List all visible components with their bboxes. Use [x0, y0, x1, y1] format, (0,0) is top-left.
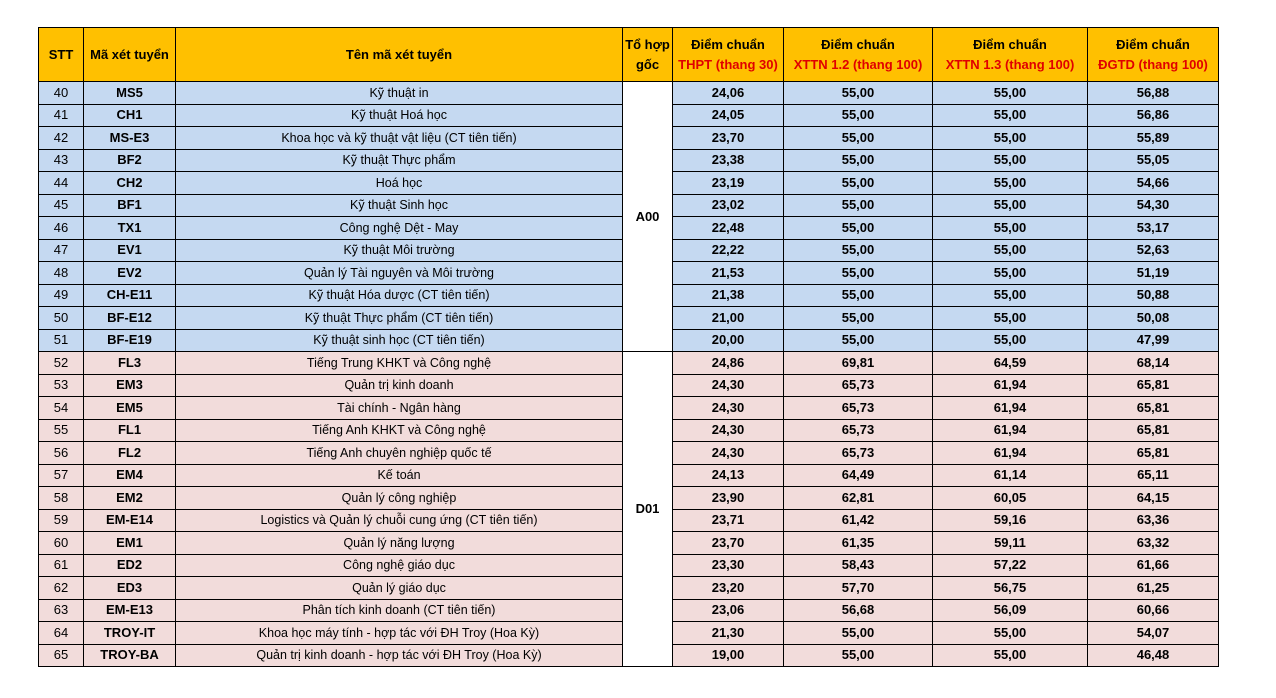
cell-ten: Kế toán	[176, 464, 623, 487]
cell-stt: 55	[39, 419, 84, 442]
cell-thpt: 23,30	[673, 554, 784, 577]
cell-ma: EM4	[84, 464, 176, 487]
cell-xttn13: 55,00	[933, 217, 1088, 240]
cell-ten: Công nghệ giáo dục	[176, 554, 623, 577]
cell-stt: 40	[39, 82, 84, 105]
cell-xttn12: 55,00	[784, 644, 933, 667]
cell-ma: ED2	[84, 554, 176, 577]
cell-stt: 63	[39, 599, 84, 622]
cell-xttn12: 65,73	[784, 374, 933, 397]
cell-ten: Tiếng Anh chuyên nghiệp quốc tế	[176, 442, 623, 465]
cell-xttn12: 62,81	[784, 487, 933, 510]
cell-xttn12: 55,00	[784, 284, 933, 307]
cell-xttn13: 55,00	[933, 284, 1088, 307]
cell-thpt: 23,38	[673, 149, 784, 172]
header-dgtd-sub: ĐGTD (thang 100)	[1098, 56, 1208, 72]
cell-xttn12: 65,73	[784, 419, 933, 442]
cell-stt: 51	[39, 329, 84, 352]
cell-thpt: 24,30	[673, 374, 784, 397]
cell-ten: Hoá học	[176, 172, 623, 195]
cell-thpt: 22,22	[673, 239, 784, 262]
cell-ten: Quản lý Tài nguyên và Môi trường	[176, 262, 623, 285]
cell-stt: 49	[39, 284, 84, 307]
cell-stt: 56	[39, 442, 84, 465]
cell-ma: FL2	[84, 442, 176, 465]
cell-dgtd: 47,99	[1088, 329, 1219, 352]
cell-dgtd: 50,88	[1088, 284, 1219, 307]
cell-dgtd: 51,19	[1088, 262, 1219, 285]
header-to-hop-line1: Tổ hợp	[625, 36, 670, 52]
cell-xttn13: 56,09	[933, 599, 1088, 622]
cell-dgtd: 50,08	[1088, 307, 1219, 330]
cell-ma: MS-E3	[84, 127, 176, 150]
cell-xttn12: 65,73	[784, 397, 933, 420]
cell-thpt: 21,00	[673, 307, 784, 330]
cell-xttn12: 61,42	[784, 509, 933, 532]
cell-ten: Tiếng Trung KHKT và Công nghệ	[176, 352, 623, 375]
header-stt: STT	[39, 28, 84, 82]
cell-dgtd: 65,81	[1088, 419, 1219, 442]
admission-score-table	[38, 27, 1219, 667]
cell-dgtd: 64,15	[1088, 487, 1219, 510]
cell-stt: 59	[39, 509, 84, 532]
cell-dgtd: 54,66	[1088, 172, 1219, 195]
header-ma: Mã xét tuyển	[84, 28, 176, 82]
cell-stt: 41	[39, 104, 84, 127]
cell-xttn13: 55,00	[933, 127, 1088, 150]
cell-xttn12: 55,00	[784, 194, 933, 217]
header-xttn12	[784, 28, 933, 82]
cell-xttn13: 55,00	[933, 239, 1088, 262]
cell-xttn13: 59,16	[933, 509, 1088, 532]
cell-ten: Kỹ thuật Hóa dược (CT tiên tiến)	[176, 284, 623, 307]
cell-xttn13: 57,22	[933, 554, 1088, 577]
cell-thpt: 23,02	[673, 194, 784, 217]
cell-ma: TROY-IT	[84, 622, 176, 645]
cell-xttn13: 55,00	[933, 194, 1088, 217]
cell-xttn13: 55,00	[933, 149, 1088, 172]
table-row	[39, 352, 1219, 375]
cell-xttn12: 55,00	[784, 172, 933, 195]
cell-thpt: 23,06	[673, 599, 784, 622]
header-thpt-label: Điểm chuẩn	[691, 36, 765, 52]
cell-ten: Kỹ thuật Sinh học	[176, 194, 623, 217]
cell-ma: EM-E13	[84, 599, 176, 622]
cell-xttn12: 55,00	[784, 149, 933, 172]
cell-ma: EV2	[84, 262, 176, 285]
cell-dgtd: 55,05	[1088, 149, 1219, 172]
cell-dgtd: 63,36	[1088, 509, 1219, 532]
cell-xttn13: 64,59	[933, 352, 1088, 375]
cell-ma: BF2	[84, 149, 176, 172]
cell-dgtd: 65,81	[1088, 397, 1219, 420]
cell-ma: EM3	[84, 374, 176, 397]
header-xttn12-sub: XTTN 1.2 (thang 100)	[793, 56, 923, 72]
cell-stt: 52	[39, 352, 84, 375]
cell-xttn12: 55,00	[784, 104, 933, 127]
cell-ma: FL1	[84, 419, 176, 442]
score-table-container	[38, 27, 1219, 667]
cell-thpt: 23,90	[673, 487, 784, 510]
cell-ten: Kỹ thuật sinh học (CT tiên tiến)	[176, 329, 623, 352]
cell-thpt: 19,00	[673, 644, 784, 667]
cell-ma: BF-E19	[84, 329, 176, 352]
cell-ten: Tiếng Anh KHKT và Công nghệ	[176, 419, 623, 442]
cell-stt: 64	[39, 622, 84, 645]
cell-stt: 45	[39, 194, 84, 217]
header-thpt	[673, 28, 784, 82]
cell-ma: BF1	[84, 194, 176, 217]
cell-ten: Kỹ thuật Thực phẩm (CT tiên tiến)	[176, 307, 623, 330]
cell-xttn13: 55,00	[933, 329, 1088, 352]
cell-stt: 60	[39, 532, 84, 555]
cell-thpt: 23,20	[673, 577, 784, 600]
cell-stt: 58	[39, 487, 84, 510]
cell-ma: BF-E12	[84, 307, 176, 330]
cell-xttn12: 55,00	[784, 262, 933, 285]
cell-xttn12: 55,00	[784, 329, 933, 352]
cell-xttn13: 55,00	[933, 622, 1088, 645]
table-row	[39, 82, 1219, 105]
cell-stt: 46	[39, 217, 84, 240]
cell-ma: EV1	[84, 239, 176, 262]
cell-stt: 61	[39, 554, 84, 577]
cell-ma: TROY-BA	[84, 644, 176, 667]
cell-thpt: 23,19	[673, 172, 784, 195]
cell-ten: Kỹ thuật Môi trường	[176, 239, 623, 262]
header-thpt-sub: THPT (thang 30)	[678, 56, 778, 72]
header-xttn13	[933, 28, 1088, 82]
header-dgtd-label: Điểm chuẩn	[1116, 36, 1190, 52]
header-ten: Tên mã xét tuyển	[176, 28, 623, 82]
cell-ten: Kỹ thuật in	[176, 82, 623, 105]
cell-xttn12: 56,68	[784, 599, 933, 622]
cell-stt: 42	[39, 127, 84, 150]
cell-thpt: 24,86	[673, 352, 784, 375]
cell-ten: Khoa học máy tính - hợp tác với ĐH Troy (Hoa Kỳ)	[176, 622, 623, 645]
cell-ten: Khoa học và kỹ thuật vật liệu (CT tiên tiến)	[176, 127, 623, 150]
cell-xttn12: 65,73	[784, 442, 933, 465]
cell-ma: CH1	[84, 104, 176, 127]
cell-ma: CH-E11	[84, 284, 176, 307]
cell-xttn12: 55,00	[784, 307, 933, 330]
cell-xttn13: 56,75	[933, 577, 1088, 600]
cell-ten: Quản trị kinh doanh - hợp tác với ĐH Troy (Hoa Kỳ)	[176, 644, 623, 667]
cell-xttn13: 55,00	[933, 172, 1088, 195]
cell-xttn13: 55,00	[933, 262, 1088, 285]
cell-xttn13: 55,00	[933, 104, 1088, 127]
cell-stt: 54	[39, 397, 84, 420]
cell-thpt: 24,30	[673, 419, 784, 442]
cell-ma: CH2	[84, 172, 176, 195]
cell-thpt: 20,00	[673, 329, 784, 352]
header-to-hop-line2: gốc	[635, 56, 660, 72]
cell-stt: 65	[39, 644, 84, 667]
cell-dgtd: 60,66	[1088, 599, 1219, 622]
cell-thpt: 24,30	[673, 397, 784, 420]
cell-dgtd: 65,11	[1088, 464, 1219, 487]
cell-ten: Tài chính - Ngân hàng	[176, 397, 623, 420]
cell-ten: Quản lý công nghiệp	[176, 487, 623, 510]
cell-xttn12: 55,00	[784, 127, 933, 150]
cell-dgtd: 46,48	[1088, 644, 1219, 667]
cell-thpt: 23,71	[673, 509, 784, 532]
cell-xttn12: 58,43	[784, 554, 933, 577]
cell-xttn13: 61,94	[933, 419, 1088, 442]
cell-dgtd: 65,81	[1088, 374, 1219, 397]
cell-ten: Công nghệ Dệt - May	[176, 217, 623, 240]
cell-dgtd: 61,25	[1088, 577, 1219, 600]
cell-stt: 43	[39, 149, 84, 172]
table-body	[39, 82, 1219, 667]
cell-dgtd: 56,86	[1088, 104, 1219, 127]
cell-xttn12: 64,49	[784, 464, 933, 487]
cell-ten: Logistics và Quản lý chuỗi cung ứng (CT tiên tiến)	[176, 509, 623, 532]
cell-dgtd: 52,63	[1088, 239, 1219, 262]
cell-ten: Quản lý năng lượng	[176, 532, 623, 555]
cell-thpt: 24,05	[673, 104, 784, 127]
header-xttn13-label: Điểm chuẩn	[973, 36, 1047, 52]
cell-xttn13: 55,00	[933, 644, 1088, 667]
cell-xttn12: 69,81	[784, 352, 933, 375]
cell-to-hop-group: D01	[623, 352, 673, 667]
cell-xttn13: 61,14	[933, 464, 1088, 487]
cell-ten: Kỹ thuật Hoá học	[176, 104, 623, 127]
cell-ma: MS5	[84, 82, 176, 105]
cell-stt: 57	[39, 464, 84, 487]
cell-xttn12: 55,00	[784, 239, 933, 262]
header-dgtd	[1088, 28, 1219, 82]
cell-stt: 48	[39, 262, 84, 285]
header-row	[39, 28, 1219, 82]
cell-xttn13: 61,94	[933, 374, 1088, 397]
cell-stt: 47	[39, 239, 84, 262]
cell-stt: 44	[39, 172, 84, 195]
cell-dgtd: 68,14	[1088, 352, 1219, 375]
cell-dgtd: 55,89	[1088, 127, 1219, 150]
cell-xttn12: 55,00	[784, 82, 933, 105]
cell-dgtd: 61,66	[1088, 554, 1219, 577]
cell-ma: EM1	[84, 532, 176, 555]
cell-ma: FL3	[84, 352, 176, 375]
cell-ma: ED3	[84, 577, 176, 600]
cell-xttn12: 61,35	[784, 532, 933, 555]
header-xttn12-label: Điểm chuẩn	[821, 36, 895, 52]
header-xttn13-sub: XTTN 1.3 (thang 100)	[945, 56, 1075, 72]
cell-ma: EM2	[84, 487, 176, 510]
cell-xttn13: 59,11	[933, 532, 1088, 555]
cell-thpt: 24,30	[673, 442, 784, 465]
cell-thpt: 21,30	[673, 622, 784, 645]
cell-ma: TX1	[84, 217, 176, 240]
cell-stt: 53	[39, 374, 84, 397]
cell-thpt: 21,53	[673, 262, 784, 285]
cell-stt: 50	[39, 307, 84, 330]
cell-dgtd: 54,07	[1088, 622, 1219, 645]
cell-dgtd: 56,88	[1088, 82, 1219, 105]
cell-thpt: 23,70	[673, 127, 784, 150]
cell-thpt: 24,13	[673, 464, 784, 487]
cell-dgtd: 53,17	[1088, 217, 1219, 240]
cell-dgtd: 65,81	[1088, 442, 1219, 465]
cell-thpt: 21,38	[673, 284, 784, 307]
cell-xttn13: 55,00	[933, 307, 1088, 330]
cell-thpt: 23,70	[673, 532, 784, 555]
cell-dgtd: 54,30	[1088, 194, 1219, 217]
cell-xttn13: 60,05	[933, 487, 1088, 510]
cell-xttn13: 55,00	[933, 82, 1088, 105]
cell-ma: EM-E14	[84, 509, 176, 532]
cell-xttn13: 61,94	[933, 442, 1088, 465]
cell-xttn13: 61,94	[933, 397, 1088, 420]
header-to-hop	[623, 28, 673, 82]
cell-xttn12: 57,70	[784, 577, 933, 600]
cell-thpt: 24,06	[673, 82, 784, 105]
cell-ten: Quản lý giáo dục	[176, 577, 623, 600]
cell-ten: Phân tích kinh doanh (CT tiên tiến)	[176, 599, 623, 622]
cell-ten: Quản trị kinh doanh	[176, 374, 623, 397]
cell-to-hop-group: A00	[623, 82, 673, 352]
cell-thpt: 22,48	[673, 217, 784, 240]
cell-stt: 62	[39, 577, 84, 600]
cell-ten: Kỹ thuật Thực phẩm	[176, 149, 623, 172]
cell-ma: EM5	[84, 397, 176, 420]
cell-xttn12: 55,00	[784, 217, 933, 240]
cell-dgtd: 63,32	[1088, 532, 1219, 555]
cell-xttn12: 55,00	[784, 622, 933, 645]
